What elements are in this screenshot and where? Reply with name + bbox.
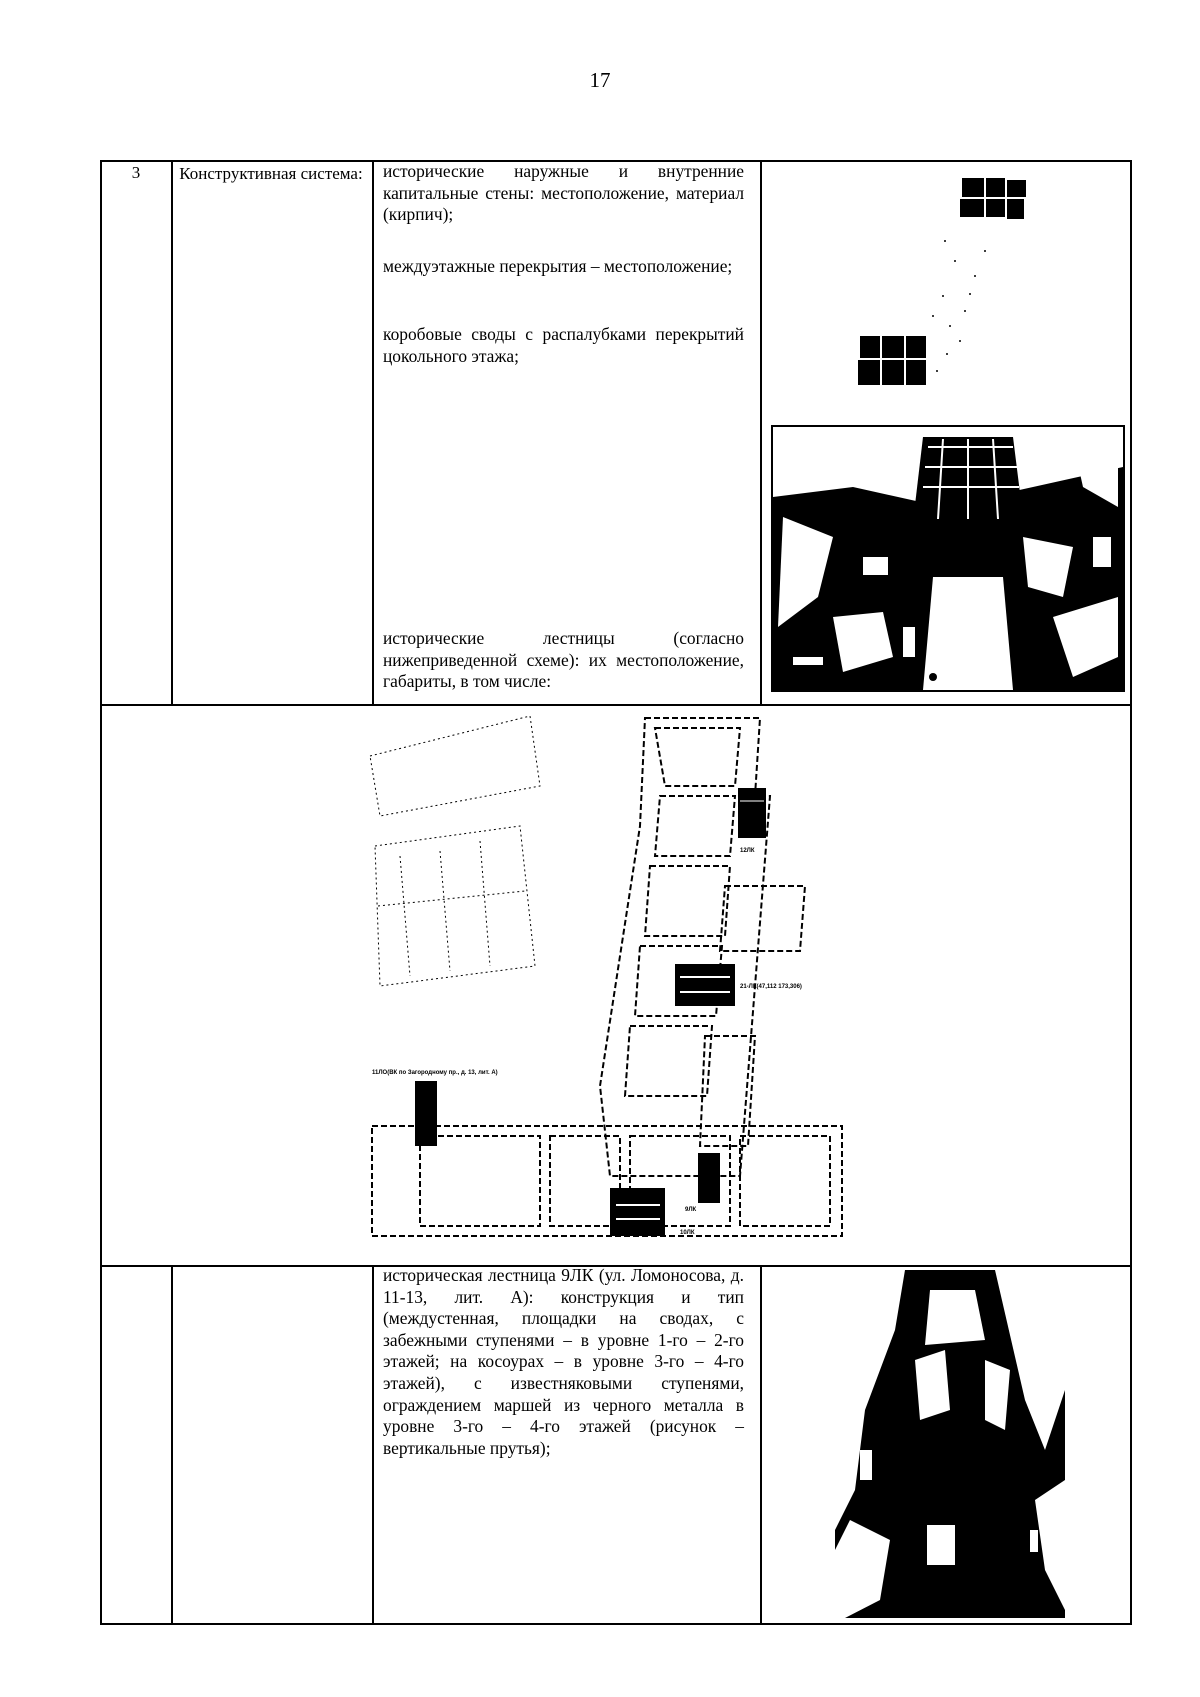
basement-vault-photo [771, 425, 1125, 692]
staircase-floor-plan [360, 706, 870, 1244]
row-number: 3 [131, 163, 141, 182]
plan-label-10lk: 10ЛК [680, 1230, 695, 1236]
plan-label-21lk: 21-ЛК(47,112 173,306) [740, 984, 802, 990]
page-number: 17 [589, 68, 611, 92]
element-description [383, 628, 744, 693]
plan-label-12lk: 12ЛК [740, 848, 755, 854]
element-name: Конструктивная система: [179, 164, 363, 183]
plan-label-9lk: 9ЛК [685, 1207, 697, 1213]
plan-label-11lo: 11ЛО(ВК по Загородному пр., д. 13, лит. А) [372, 1070, 498, 1076]
element-description [383, 324, 744, 367]
description-item-stairs: исторические лестницы (согласно нижеприведенной схеме): их местоположение, габариты, в том числе: [383, 628, 744, 692]
stair-9lk-text: историческая лестница 9ЛК (ул. Ломоносова, д. 11-13, лит. А): конструкция и тип (междустенная, площадки на сводах, с забежными ступенями – в уровне 1-го – 2-го этажей; на косоурах – в уровне 3-го – 4-го этажей), с известняковыми ступенями, ограждением маршей из черного металла в уровне 3-го – 4-го этажей (рисунок – вертикальные прутья); [383, 1265, 744, 1458]
stair-9lk-photo [835, 1270, 1065, 1618]
description-item-vaults: коробовые своды с распалубками перекрытий цокольного этажа; [383, 324, 744, 366]
description-item-walls: исторические наружные и внутренние капитальные стены: местоположение, материал (кирпич); [383, 161, 744, 225]
stair-9lk-description [383, 1265, 744, 1459]
vault-plan-diagram [835, 166, 1055, 396]
element-description [383, 161, 744, 226]
description-item-floors: междуэтажные перекрытия – местоположение; [383, 256, 733, 276]
element-description [383, 256, 744, 278]
